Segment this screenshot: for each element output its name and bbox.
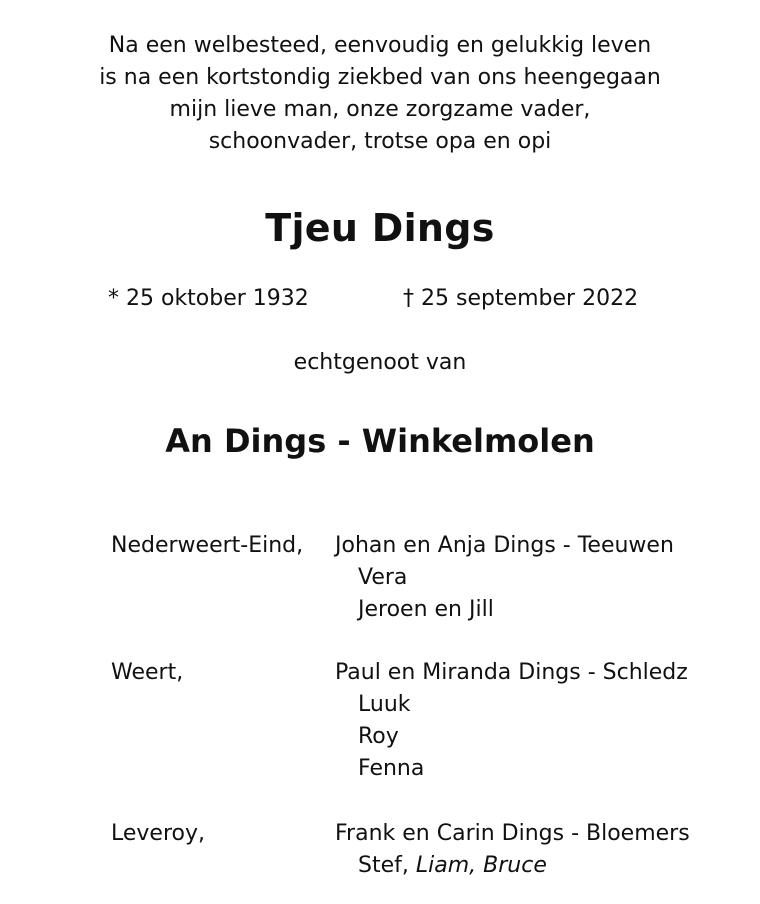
family-members	[335, 818, 690, 882]
family-couple: Frank en Carin Dings - Bloemers	[335, 821, 690, 846]
family-members	[335, 657, 688, 785]
spouse-name: An Dings - Winkelmolen	[165, 422, 595, 460]
intro-line: schoonvader, trotse opa en opi	[208, 129, 552, 154]
death-date: † 25 september 2022	[403, 286, 639, 311]
family-place: Weert,	[111, 660, 184, 685]
intro-line: Na een welbesteed, eenvoudig en gelukkig leven	[108, 33, 652, 58]
family-members	[335, 530, 674, 626]
spouse-relation: echtgenoot van	[293, 350, 467, 375]
grandchild: Vera	[358, 565, 408, 590]
family-place: Nederweert-Eind,	[111, 533, 304, 558]
intro-line: mijn lieve man, onze zorgzame vader,	[169, 97, 591, 122]
deceased-name: Tjeu Dings	[265, 206, 495, 250]
grandchild: Jeroen en Jill	[358, 597, 494, 622]
grandchild: Stef,	[358, 853, 409, 878]
grandchild: Fenna	[358, 756, 425, 781]
birth-date: * 25 oktober 1932	[108, 286, 309, 311]
family-couple: Johan en Anja Dings - Teeuwen	[335, 533, 674, 558]
grandchild: Roy	[358, 724, 399, 749]
grandchildren-line	[335, 850, 690, 882]
family-couple: Paul en Miranda Dings - Schledz	[335, 660, 688, 685]
family-place: Leveroy,	[111, 821, 205, 846]
intro-line: is na een kortstondig ziekbed van ons heengegaan	[99, 65, 661, 90]
grandchild-italic: Liam, Bruce	[415, 853, 547, 878]
grandchild: Luuk	[358, 692, 411, 717]
intro-text	[0, 30, 760, 158]
